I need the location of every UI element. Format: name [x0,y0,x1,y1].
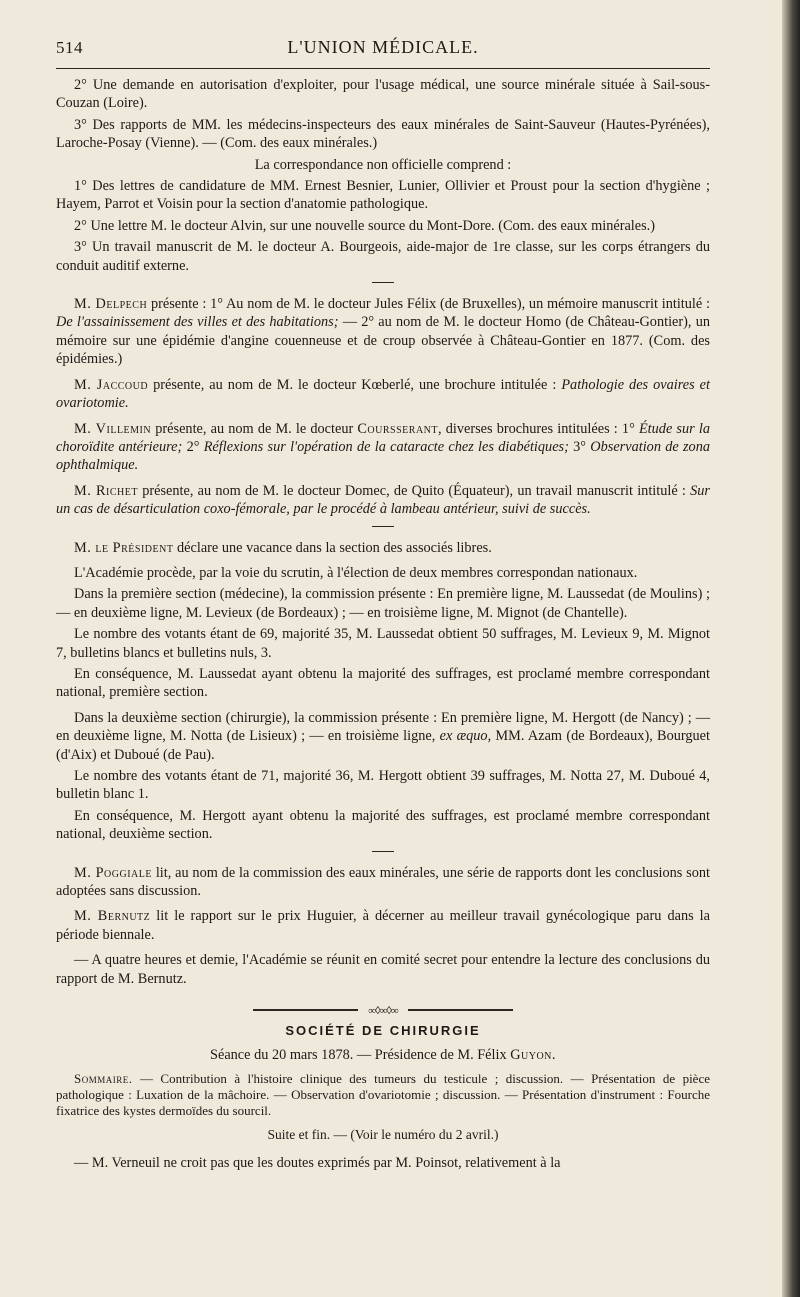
speaker-name: M. Poggiale [74,864,152,881]
paragraph-proclamation-hergott: En conséquence, M. Hergott ayant obtenu la majorité des suffrages, est proclamé membre correspondant national, deuxième section. [56,807,710,843]
paragraph-text: — 2° au nom de M. le docteur Homo (de Château-Gontier), un mémoire sur une épidémie d'angine couenneuse et de croup observée à Château-Gontier en 1877. (Com. des épidémies.) [56,314,710,368]
paragraph-votes-deuxieme: Le nombre des votants étant de 71, majorité 36, M. Hergott obtient 39 suffrages, M. Notta 27, M. Duboué 4, bulletin blanc 1. [56,768,710,803]
paragraph-source-minerale: 2° Une demande en autorisation d'exploiter, pour l'usage médical, une source minérale située à Sail-sous-Couzan (Loire). [56,77,710,112]
seance-line [56,1046,710,1064]
president-name: Guyon. [510,1047,556,1064]
paragraph-text: 2° [182,438,204,455]
paragraph-text: , diverses brochures intitulées : 1° [438,420,639,437]
paragraph-proclamation-laussedat: En conséquence, M. Laussedat ayant obtenu la majorité des suffrages, est proclamé membre correspondant national, première section. [56,665,710,701]
work-title: Sur un cas de désarticulation coxo-fémorale, par le procédé à lambeau antérieur, suivi de succès. [56,482,710,518]
work-title: Pathologie des ovaires et ovariotomie. [56,376,710,412]
paragraph-rapports-inspecteurs: 3° Des rapports de MM. les médecins-inspecteurs des eaux minérales de Saint-Sauveur (Hautes-Pyrénées), Laroche-Posay (Vienne). — (Com. des eaux minérales.) [56,116,710,152]
paragraph-premiere-section: Dans la première section (médecine), la commission présente : En première ligne, M. Laussedat (de Moulins) ; — en deuxième ligne, M. Levieux (de Bordeaux) ; — en troisième ligne, M. Mignot (de Chantelle). [56,586,710,621]
paragraph-text: déclare une vacance dans la section des associés libres. [173,539,492,556]
suite-note: Suite et fin. — (Voir le numéro du 2 avril.) [267,1126,499,1142]
paragraph-poggiale [56,864,710,901]
paragraph-election-intro: L'Académie procède, par la voie du scrutin, à l'élection de deux membres correspondan nationaux. [74,564,638,581]
speaker-name: M. Villemin [74,420,152,437]
speaker-name: M. le Président [74,539,174,556]
ornamental-divider [253,1004,513,1016]
work-title: De l'assainissement des villes et des habitations; [56,314,339,331]
paragraph-text: présente, au nom de M. le docteur Domec, de Quito (Équateur), un travail manuscrit intitulé : [137,482,691,499]
speaker-name: M. Richet [74,482,138,499]
ornament-center: ∞◊∞◊∞ [368,1005,398,1018]
speaker-name: M. Bernutz [74,908,151,925]
sommaire-label: Sommaire. [74,1070,133,1086]
paragraph-text: présente, au nom de M. le docteur [151,420,358,437]
page-binding-edge [782,0,800,1297]
paragraph-delpech [56,295,710,369]
section-title: SOCIÉTÉ DE CHIRURGIE [285,1023,481,1039]
speaker-name: M. Jaccoud [74,376,149,393]
paragraph-verneuil: — M. Verneuil ne croit pas que les doutes exprimés par M. Poinsot, relativement à la [74,1155,561,1172]
paragraph-deuxieme-section [56,709,710,764]
paragraph-candidatures: 1° Des lettres de candidature de MM. Ernest Besnier, Lunier, Ollivier et Proust pour la section d'hygiène ; Hayem, Parrot et Voisin pour la section d'anatomie pathologique. [56,178,710,213]
latin-phrase: ex æquo, [439,728,492,745]
work-title: Étude sur la choroïdite antérieure; [56,420,710,455]
paragraph-text: Dans la deuxième section (chirurgie), la commission présente : En première ligne, M. Hergott (de Nancy) ; — en deuxième ligne, M. Notta (de Lisieux) ; — en troisième ligne, [56,709,710,745]
paragraph-text: MM. Azam (de Bordeaux), Bourguet (d'Aix) et Duboué (de Pau). [56,728,711,763]
paragraph-jaccoud [56,376,710,413]
sommaire-text: — Contribution à l'histoire clinique des tumeurs du testicule ; discussion. — Présentation de pièce pathologique : Luxation de la mâchoire. — Observation d'ovariotomie ; discussion. — Présentation d'instrument : Fourche fixatrice des kystes dermoïdes du sourcil. [56,1070,710,1118]
page-number: 514 [56,38,83,57]
paragraph-text: lit le rapport sur le prix Huguier, à décerner au meilleur travail gynécologique paru dans la période biennale. [56,908,710,943]
sommaire [56,1071,710,1119]
paragraph-richet [56,482,710,519]
running-title: L'UNION MÉDICALE. [287,37,479,57]
paragraph-bernutz [56,907,710,944]
header-rule [56,68,710,69]
ornament-rule-left [253,1009,358,1011]
section-separator [372,851,394,852]
paragraph-comite-secret: — A quatre heures et demie, l'Académie se réunit en comité secret pour entendre la lecture des conclusions du rapport de M. Bernutz. [56,952,710,987]
ornament-rule-right [408,1009,513,1011]
page-header [56,34,710,64]
paragraph-text: présente, au nom de M. le docteur Kœberlé, une brochure intitulée : [148,376,562,393]
paragraph-travail-bourgeois: 3° Un travail manuscrit de M. le docteur A. Bourgeois, aide-major de 1re classe, sur les corps étrangers du conduit auditif externe. [56,239,710,274]
paragraph-text: lit, au nom de la commission des eaux minérales, une série de rapports dont les conclusions sont adoptées sans discussion. [56,864,711,900]
paragraph-lettre-alvin: 2° Une lettre M. le docteur Alvin, sur une nouvelle source du Mont-Dore. (Com. des eaux minérales.) [74,217,656,234]
work-title: Observation de zona ophthalmique. [56,438,711,474]
speaker-name: M. Delpech [74,296,148,313]
section-separator [372,526,394,527]
paragraph-president [56,539,710,557]
paragraph-correspondance-heading: La correspondance non officielle comprend : [254,156,512,173]
seance-text: Séance du 20 mars 1878. — Présidence de M. Félix [210,1047,511,1064]
paragraph-text: présente : 1° Au nom de M. le docteur Jules Félix (de Bruxelles), un mémoire manuscrit intitulé : [147,296,710,313]
work-title: Réflexions sur l'opération de la cataracte chez les diabétiques; [203,438,569,455]
paragraph-villemin [56,420,710,475]
paragraph-text: 3° [568,438,591,455]
author-name: Coursserant [357,420,438,437]
paragraph-votes-premiere: Le nombre des votants étant de 69, majorité 35, M. Laussedat obtient 50 suffrages, M. Levieux 9, M. Mignot 7, bulletins blancs et bulletins nuls, 3. [56,626,710,661]
section-separator [372,282,394,283]
article-body [56,76,710,1180]
